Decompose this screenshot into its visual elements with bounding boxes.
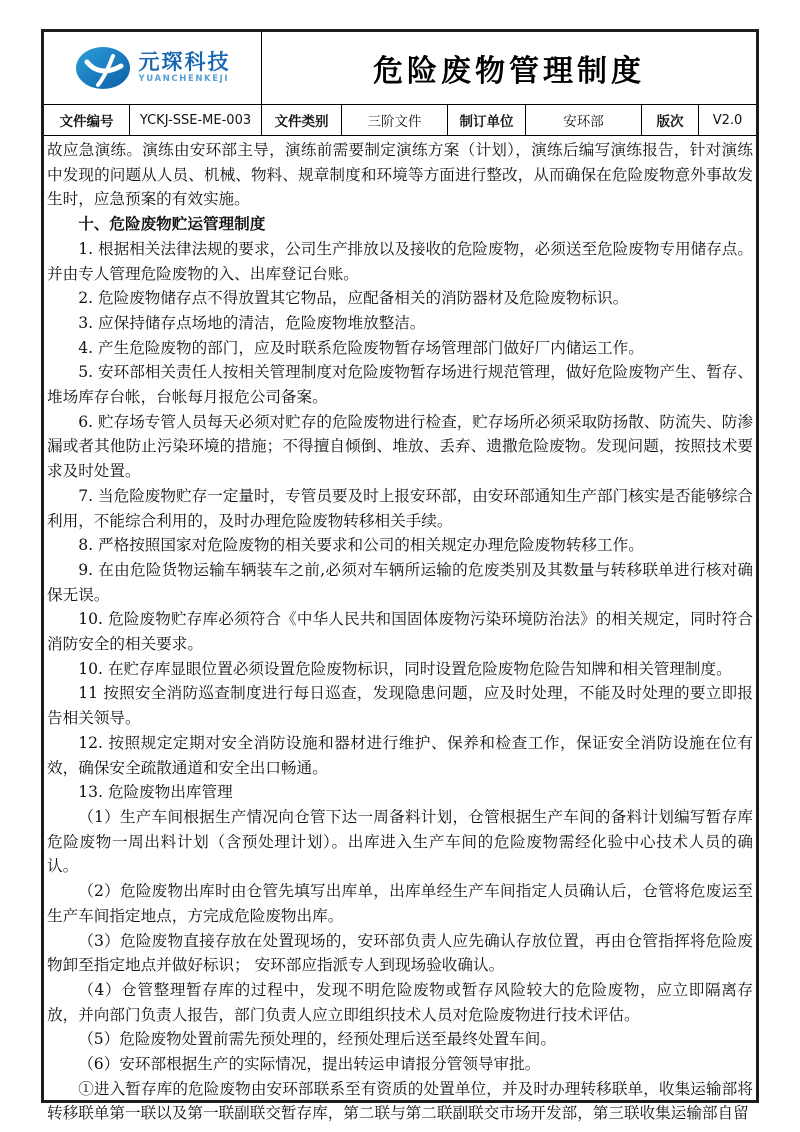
meta-value-2: 三阶文件 [342,105,448,135]
paragraph: 10. 危险废物贮存库必须符合《中华人民共和国固体废物污染环境防治法》的相关规定，同时符合消防安全的相关要求。 [47,610,753,654]
meta-value-4: V2.0 [712,112,743,128]
paragraph: 5. 安环部相关责任人按相关管理制度对危险废物暂存场进行规范管理，做好危险废物产生、暂存、堆场库存台帐，台帐每月报危公司备案。 [47,363,753,407]
header-row [44,32,756,105]
brand-name-cn: 元琛科技 [138,50,231,75]
document-table [41,29,759,1123]
meta-row [44,105,756,136]
paragraph: 故应急演练。演练由安环部主导，演练前需要制定演练方案（计划），演练后编写演练报告，针对演练中发现的问题从人员、机械、物料、规章制度和环境等方面进行整改，从而确保在危险废物意外事故发生时，应急预案的有效实施。 [47,141,753,209]
paragraph: （4）仓管整理暂存库的过程中，发现不明危险废物或暂存风险较大的危险废物，应立即隔离存放，并向部门负责人报告，部门负责人应立即组织技术人员对危险废物进行技术评估。 [47,980,753,1024]
meta-value-3: 安环部 [526,105,642,135]
paragraph: （3）危险废物直接存放在处置现场的，安环部负责人应先确认存放位置，再由仓管指挥将危险废物卸至指定地点并做好标识； 安环部应指派专人到现场验收确认。 [47,931,753,975]
paragraph: 9. 在由危险货物运输车辆装车之前,必须对车辆所运输的危废类别及其数量与转移联单进行核对确保无误。 [47,560,753,604]
paragraph: 10. 在贮存库显眼位置必须设置危险废物标识，同时设置危险废物危险告知牌和相关管理制度。 [78,659,732,678]
paragraph: （1）生产车间根据生产情况向仓管下达一周备料计划，仓管根据生产车间的备料计划编写暂存库危险废物一周出料计划（含预处理计划）。出库进入生产车间的危险废物需经化验中心技术人员的确认。 [47,807,753,876]
paragraph: 4. 产生危险废物的部门，应及时联系危险废物暂存场管理部门做好厂内储运工作。 [78,338,644,357]
paragraph: （5）危险废物处置前需先预处理的，经预处理后送至最终处置车间。 [78,1030,556,1049]
paragraph: 11 按照安全消防巡查制度进行每日巡查，发现隐患问题，应及时处理，不能及时处理的要立即报告相关领导。 [47,684,753,728]
company-logo [44,32,262,104]
paragraph: 7. 当危险废物贮存一定量时，专管员要及时上报安环部，由安环部通知生产部门核实是否能够综合利用，不能综合利用的，及时办理危险废物转移相关手续。 [47,486,753,530]
meta-label-1: 文件编号 [44,105,130,135]
paragraph: 6. 贮存场专管人员每天必须对贮存的危险废物进行检查，贮存场所必须采取防扬散、防流失、防渗漏或者其他防止污染环境的措施；不得擅自倾倒、堆放、丢弃、遗撒危险废物。发现问题，按照技术要求及时处置。 [47,412,753,481]
meta-label-3: 制订单位 [448,105,526,135]
yuanchen-swoosh-icon [75,46,131,90]
paragraph: ①进入暂存库的危险废物由安环部联系至有资质的处置单位，并及时办理转移联单，收集运输部将转移联单第一联以及第一联副联交暂存库，第二联与第二联副联交市场开发部，第三联收集运输部自留 [47,1079,753,1123]
brand-name-en: YUANCHENKEJI [138,74,230,85]
paragraph: 8. 严格按照国家对危险废物的相关要求和公司的相关规定办理危险废物转移工作。 [78,536,644,555]
brand-block [139,52,231,84]
paragraph: 12. 按照规定定期对安全消防设施和器材进行维护、保养和检查工作，保证安全消防设施在位有效，确保安全疏散通道和安全出口畅通。 [47,733,753,777]
paragraph: （2）危险废物出库时由仓管先填写出库单，出库单经生产车间指定人员确认后，仓管将危废运至生产车间指定地点，方完成危险废物出库。 [47,882,753,925]
paragraph: 13. 危险废物出库管理 [78,783,233,802]
paragraph: （6）安环部根据生产的实际情况，提出转运申请报分管领导审批。 [78,1055,541,1074]
paragraph: 3. 应保持储存点场地的清洁，危险废物堆放整洁。 [78,313,426,332]
paragraph: 2. 危险废物储存点不得放置其它物品，应配备相关的消防器材及危险废物标识。 [78,289,629,308]
document-body [44,136,756,1123]
section-heading: 十、危险废物贮运管理制度 [78,214,266,234]
meta-label-2: 文件类别 [262,105,342,135]
paragraph: 1. 根据相关法律法规的要求，公司生产排放以及接收的危险废物，必须送至危险废物专用储存点。并由专人管理危险废物的入、出库登记台账。 [47,239,753,283]
meta-label-4: 版次 [642,105,699,135]
document-title: 危险废物管理制度 [373,54,645,89]
meta-value-1: YCKJ-SSE-ME-003 [130,105,262,135]
